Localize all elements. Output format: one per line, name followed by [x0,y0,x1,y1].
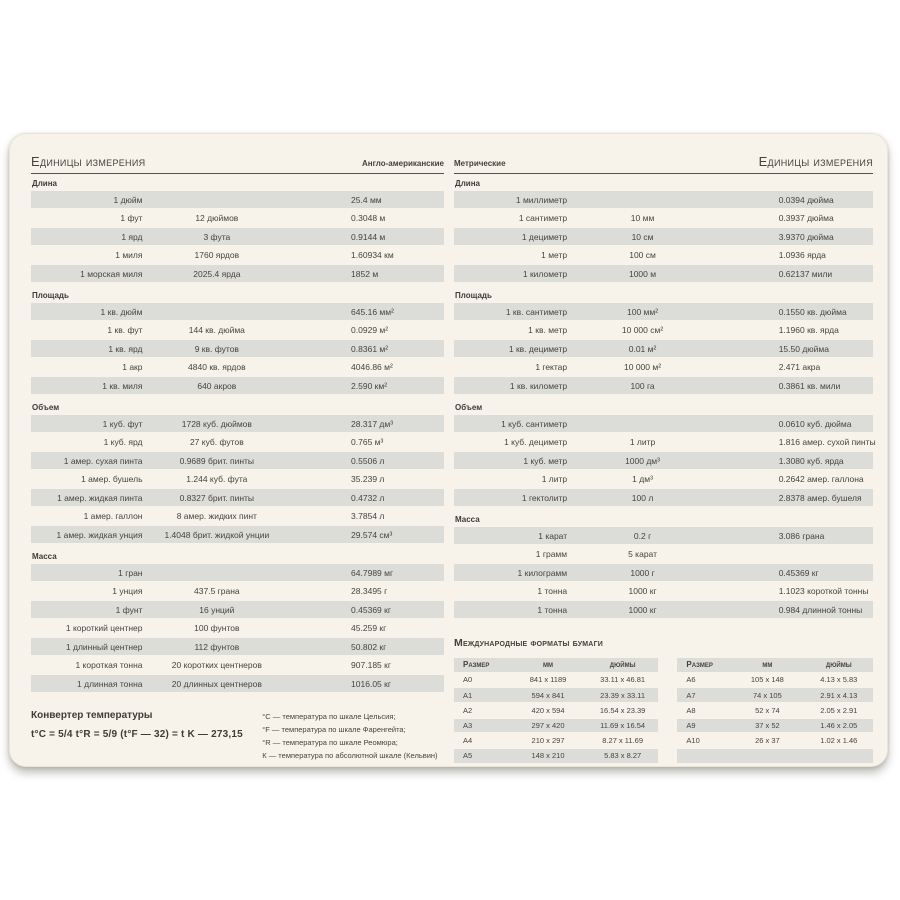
temperature-note: °F — температура по шкале Фаренгейта; [262,725,406,734]
unit-cell: 1 гектолитр [521,492,568,503]
unit-cell: 1000 дм³ [625,455,660,466]
paper-cell: мм [762,660,773,670]
paper-cell: 297 x 420 [531,721,565,731]
unit-cell: 0.01 м² [628,343,657,354]
unit-cell: 1000 кг [628,604,657,615]
section-label: Объем [455,403,483,412]
unit-row [31,434,444,451]
unit-cell: 50.802 кг [351,641,387,652]
section-label: Объем [32,403,60,412]
unit-cell: 27 куб. футов [189,437,244,447]
unit-cell: 100 л [631,492,654,503]
unit-cell: 1 гран [118,567,143,578]
paper-cell: A7 [686,690,696,700]
paper-cell: 1.02 x 1.46 [820,736,858,746]
unit-cell: 28.317 дм³ [351,418,394,429]
paper-cell: 74 x 105 [752,690,782,700]
unit-cell: 1 длинная тонна [77,678,143,689]
paper-row [677,673,873,687]
unit-row [454,265,873,282]
paper-row [454,719,658,733]
unit-cell: 0.0394 дюйма [778,194,834,205]
paper-cell: 105 x 148 [750,675,784,685]
page-title-left: Единицы измерения [31,154,146,169]
paper-cell: A1 [463,690,473,700]
unit-cell: 1.60934 км [351,250,394,260]
unit-cell: 437.5 грана [194,586,240,596]
unit-row [31,471,444,488]
unit-cell: 1 амер. жидкая унция [56,529,143,540]
paper-format-tables [454,658,873,764]
paper-cell: 37 x 52 [755,721,780,731]
paper-cell: 2.91 x 4.13 [820,690,858,700]
paper-cell: дюймы [825,660,852,670]
unit-row [454,191,873,208]
unit-row [454,303,873,320]
unit-cell: 0.0610 куб. дюйма [778,418,852,429]
unit-cell: 4046.86 м² [351,362,393,372]
unit-cell: 0.62137 мили [778,268,833,279]
unit-row [454,452,873,469]
metric-sections [454,174,876,622]
unit-cell: 1 дециметр [521,231,568,242]
paper-cell: A2 [463,705,473,715]
unit-cell: 1 карат [538,530,568,541]
unit-row [454,228,873,245]
unit-cell: 0.984 длинной тонны [778,604,863,615]
section-label: Длина [32,179,57,188]
section-label: Длина [455,179,480,188]
unit-section [454,510,873,618]
unit-cell: 1852 м [351,268,379,279]
unit-row [31,191,444,208]
paper-cell: A6 [686,675,696,685]
unit-cell: 1728 куб. дюймов [181,418,252,429]
unit-row [454,210,873,227]
unit-row [454,377,873,394]
unit-cell: 100 фунтов [194,623,240,633]
unit-cell: 15.50 дюйма [778,343,829,354]
paper-row [454,673,658,687]
unit-cell: 1.0936 ярда [778,250,826,260]
unit-row [31,564,444,581]
paper-cell: мм [543,660,554,670]
section-label: Площадь [455,291,492,300]
temperature-converter [31,708,444,762]
unit-cell: 35.239 л [351,474,385,484]
unit-cell: 1000 кг [628,586,657,596]
unit-cell: 645.16 мм² [351,306,394,317]
paper-cell: A4 [463,736,473,746]
unit-cell: 1 кв. метр [528,325,568,335]
unit-cell: 1 километр [522,268,568,279]
unit-cell: 0.0929 м² [351,325,389,335]
unit-cell: 907.185 кг [351,660,391,670]
temperature-note: °R — температура по шкале Реомюра; [262,738,398,747]
right-column-header [454,147,873,174]
unit-cell: 0.45369 кг [351,604,391,615]
measurement-units-page [9,133,888,767]
unit-cell: 16 унций [199,604,235,615]
unit-cell: 3.9370 дюйма [778,231,834,242]
paper-row [454,749,658,763]
temperature-note: °C — температура по шкале Цельсия; [262,712,396,721]
unit-cell: 3.086 грана [778,530,825,541]
unit-cell: 0.9144 м [351,231,386,242]
unit-cell: 2025.4 ярда [193,268,241,279]
section-label: Площадь [32,291,69,300]
paper-cell: 23.39 x 33.11 [600,690,646,700]
unit-cell: 0.45369 кг [778,567,819,578]
unit-cell: 1 амер. жидкая пинта [57,492,143,503]
unit-cell: 1 морская миля [80,268,143,279]
unit-cell: 1 кв. ярд [108,343,143,354]
unit-cell: 1 фут [120,213,143,223]
paper-cell: 16.54 x 23.39 [599,705,646,715]
unit-cell: 0.2 г [633,530,652,541]
paper-row [454,734,658,748]
unit-row [31,601,444,618]
unit-cell: 0.2642 амер. галлона [778,474,864,484]
unit-cell: 0.8361 м² [351,343,389,354]
unit-cell: 1 фунт [115,604,143,615]
section-label: Масса [32,552,57,561]
temperature-scale-notes [262,708,444,762]
unit-cell: 0.5506 л [351,455,385,466]
unit-cell: 1.244 куб. фута [186,474,248,484]
paper-row [677,734,873,748]
unit-cell: 144 кв. дюйма [188,325,245,335]
paper-cell: 841 x 1189 [529,675,567,685]
unit-row [31,322,444,339]
unit-row [31,526,444,543]
unit-section [31,398,444,543]
paper-cell: 2.05 x 2.91 [820,705,858,715]
paper-cell: A5 [463,751,473,761]
unit-row [31,340,444,357]
unit-cell: 0.4732 л [351,492,385,503]
unit-cell: 1.3080 куб. ярда [778,455,844,466]
unit-row [31,377,444,394]
unit-cell: 25.4 мм [351,194,382,205]
unit-cell: 0.3048 м [351,213,386,223]
unit-cell: 1 дм³ [632,474,653,484]
unit-row [454,471,873,488]
unit-cell: 1 кв. фут [107,325,143,335]
unit-cell: 1760 ярдов [194,250,240,260]
unit-row [454,247,873,264]
unit-cell: 1 кв. сантиметр [505,306,568,317]
metric-label: Метрические [454,159,506,168]
unit-cell: 1 короткая тонна [75,660,143,670]
unit-cell: 0.1550 кв. дюйма [778,306,847,317]
left-column-header [31,147,444,174]
unit-cell: 1 метр [541,250,568,260]
unit-cell: 1 короткий центнер [65,623,143,633]
unit-row [454,564,873,581]
unit-cell: 1 миля [115,250,143,260]
anglo-american-sections [31,174,444,696]
temperature-formula: t°C = 5/4 t°R = 5/9 (t°F — 32) = t K — 273,15 [31,729,243,740]
temperature-converter-title: Конвертер температуры [31,710,153,721]
unit-cell: 8 амер. жидких пинт [176,511,257,521]
unit-row [454,322,873,339]
temperature-converter-left [31,708,262,762]
unit-row [31,210,444,227]
unit-row [454,489,873,506]
paper-cell: 594 x 841 [531,690,565,700]
unit-cell: 10 000 см² [621,325,664,335]
unit-cell: 4840 кв. ярдов [188,362,246,372]
unit-row [31,265,444,282]
unit-cell: 112 фунтов [194,641,240,652]
unit-cell: 3 фута [203,231,231,242]
unit-cell: 1.1960 кв. ярда [778,325,839,335]
unit-row [31,620,444,637]
paper-row [677,688,873,702]
unit-cell: 1.1023 короткой тонны [778,586,869,596]
unit-cell: 100 мм² [627,306,659,317]
unit-cell: 1 литр [629,437,656,447]
paper-cell: 33.11 x 46.81 [600,675,646,685]
unit-row [31,508,444,525]
unit-cell: 1 ярд [121,231,143,242]
unit-cell: 1 амер. бушель [81,474,143,484]
unit-cell: 1000 г [630,567,655,578]
unit-cell: 45.259 кг [351,623,387,633]
paper-row [454,688,658,702]
unit-cell: 2.590 км² [351,380,388,391]
paper-cell: 4.13 x 5.83 [820,675,858,685]
paper-cell: A9 [686,721,696,731]
unit-cell: 1 акр [122,362,143,372]
anglo-american-column [31,147,444,766]
paper-cell: 8.27 x 11.69 [602,736,643,746]
unit-cell: 1 куб. сантиметр [501,418,568,429]
temperature-note: К — температура по абсолютной шкале (Кельвин) [262,751,438,760]
unit-cell: 0.9689 брит. пинты [179,455,255,466]
unit-cell: 29.574 см³ [351,529,393,540]
unit-section [31,286,444,394]
unit-row [31,675,444,692]
unit-cell: 1 амер. сухая пинта [63,455,143,466]
unit-cell: 20 длинных центнеров [171,678,262,689]
unit-cell: 1 грамм [535,549,568,559]
unit-cell: 10 см [631,231,654,242]
unit-section [454,174,873,282]
paper-cell: A8 [686,705,696,715]
unit-row [31,583,444,600]
unit-cell: 1 кв. дюйм [100,306,143,317]
section-label: Масса [455,515,480,524]
paper-cell: A0 [463,675,473,685]
unit-row [31,303,444,320]
paper-cell: 52 x 74 [755,705,780,715]
unit-cell: 1 длинный центнер [65,641,143,652]
unit-row [454,601,873,618]
unit-row [31,247,444,264]
unit-cell: 1016.05 кг [351,678,391,689]
unit-row [454,340,873,357]
paper-cell: 210 x 297 [531,736,565,746]
unit-cell: 9 кв. футов [194,343,239,354]
unit-cell: 28.3495 г [351,586,388,596]
paper-row [677,719,873,733]
unit-cell: 12 дюймов [195,213,239,223]
unit-cell: 1 литр [541,474,568,484]
unit-section [31,174,444,282]
unit-cell: 1 килограмм [517,567,568,578]
unit-row [454,583,873,600]
unit-cell: 1 кв. километр [509,380,568,391]
unit-cell: 3.7854 л [351,511,385,521]
unit-cell: 0.765 м³ [351,437,384,447]
page-title-right: Единицы измерения [758,154,873,169]
unit-row [31,415,444,432]
unit-cell: 1 тонна [537,604,568,615]
unit-section [454,286,873,394]
metric-column [454,147,876,766]
unit-cell: 10 000 м² [624,362,662,372]
paper-cell: 11.69 x 16.54 [600,721,646,731]
paper-cell: 26 x 37 [755,736,780,746]
unit-cell: 2.471 акра [778,362,821,372]
unit-cell: 100 см [629,250,656,260]
unit-cell: 1 унция [112,586,143,596]
unit-cell: 1.816 амер. сухой пинты [778,437,876,447]
paper-cell: 1.46 x 2.05 [820,721,858,731]
unit-cell: 1 кв. миля [102,380,143,391]
paper-row [454,704,658,718]
paper-formats-title: Международные форматы бумаги [454,637,603,649]
unit-row [31,228,444,245]
unit-cell: 2.8378 амер. бушеля [778,492,862,503]
unit-cell: 0.3937 дюйма [778,213,834,223]
paper-cell: 420 x 594 [531,705,565,715]
unit-row [454,359,873,376]
paper-empty-row [677,749,873,763]
paper-cell: дюймы [609,660,636,670]
unit-row [454,527,873,544]
unit-cell: 5 карат [628,549,657,559]
unit-cell: 1000 м [628,268,657,279]
unit-row [31,657,444,674]
unit-row [31,489,444,506]
paper-cell: Размер [686,660,713,670]
unit-row [31,638,444,655]
unit-cell: 1 амер. галлон [83,511,143,521]
paper-cell: 5.83 x 8.27 [604,751,642,761]
unit-cell: 1 миллиметр [515,194,568,205]
unit-cell: 1 куб. ярд [103,437,143,447]
unit-cell: 1 кв. дециметр [508,343,568,354]
paper-cell: A3 [463,721,473,731]
unit-cell: 640 акров [197,380,237,391]
paper-header-row [677,658,873,672]
unit-row [31,452,444,469]
unit-cell: 1 куб. фут [102,418,143,429]
unit-cell: 1 гектар [535,362,568,372]
unit-cell: 20 коротких центнеров [171,660,262,670]
unit-row [31,359,444,376]
paper-cell: Размер [463,660,490,670]
paper-cell: 148 x 210 [531,751,565,761]
unit-cell: 10 мм [630,213,655,223]
unit-section [31,547,444,692]
paper-table-a0-a5 [454,658,658,764]
paper-table-a6-a10 [677,658,873,764]
unit-cell: 1 куб. дециметр [504,437,568,447]
unit-cell: 0.8327 брит. пинты [179,492,255,503]
unit-section [454,398,876,506]
unit-row [454,434,876,451]
paper-row [677,704,873,718]
paper-header-row [454,658,658,672]
unit-cell: 1 дюйм [113,194,143,205]
unit-cell: 1.4048 брит. жидкой унции [164,529,270,540]
unit-cell: 1 тонна [537,586,568,596]
unit-cell: 64.7989 мг [351,567,394,578]
unit-row [454,546,873,563]
unit-row [454,415,873,432]
unit-cell: 100 га [630,380,655,391]
unit-cell: 0.3861 кв. мили [778,380,841,391]
unit-cell: 1 куб. метр [523,455,568,466]
unit-cell: 1 сантиметр [518,213,568,223]
anglo-american-label: Англо-американские [362,159,444,168]
paper-cell: A10 [686,736,700,746]
